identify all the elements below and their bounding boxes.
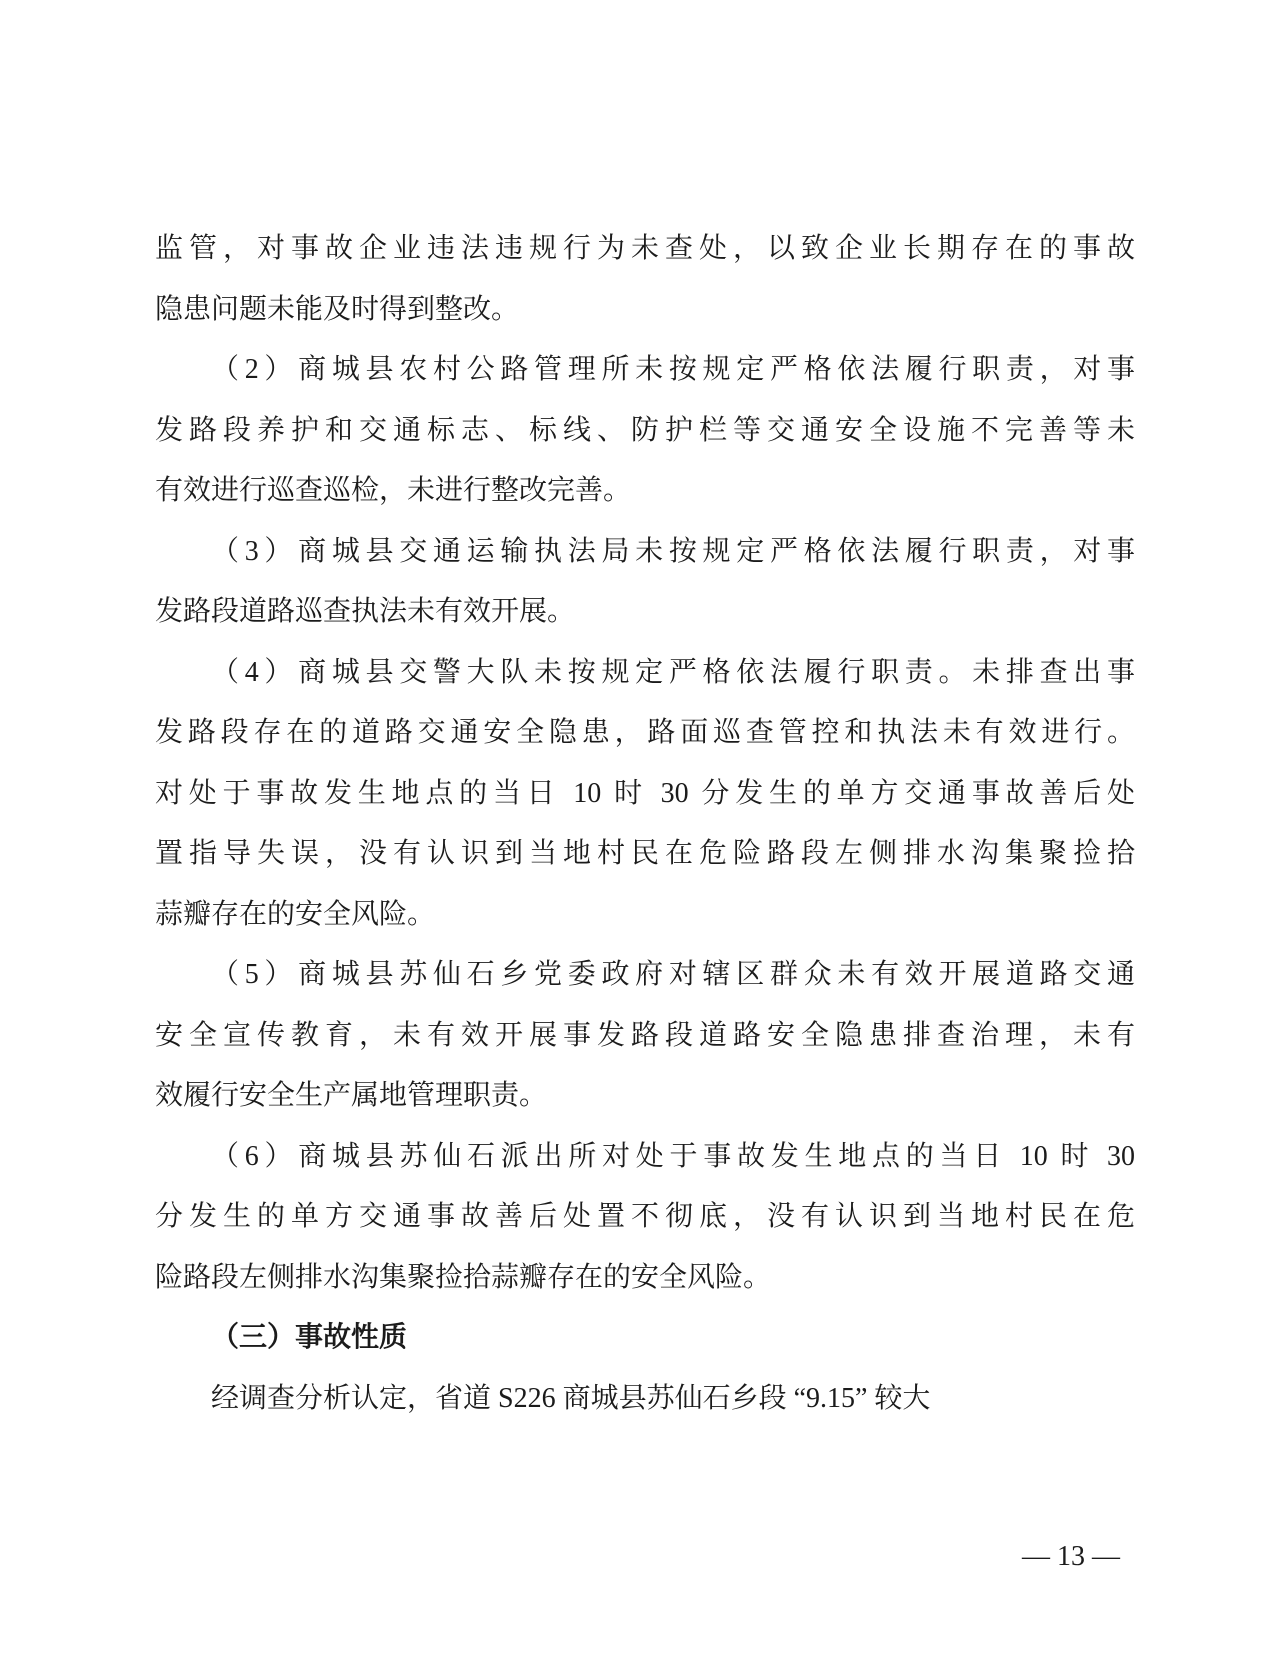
paragraph-conclusion xyxy=(155,1369,1135,1430)
text-line: 发路段道路巡查执法未有效开展。 xyxy=(155,596,576,627)
text-block xyxy=(155,219,1135,1429)
text-line: 置指导失误，没有认识到当地村民在危险路段左侧排水沟集聚捡拾 xyxy=(155,838,1135,869)
heading-text: （三）事故性质 xyxy=(211,1322,408,1353)
text-line: 对处于事故发生地点的当日 10 时 30 分发生的单方交通事故善后处 xyxy=(155,777,1135,809)
page-number: — 13 — xyxy=(1022,1541,1120,1572)
text-line: 隐患问题未能及时得到整改。 xyxy=(155,293,520,325)
text-line: （5）商城县苏仙石乡党委政府对辖区群众未有效开展道路交通 xyxy=(211,959,1135,990)
text-line: 蒜瓣存在的安全风险。 xyxy=(155,898,436,930)
text-line: 发路段养护和交通标志、标线、防护栏等交通安全设施不完善等未 xyxy=(155,414,1135,446)
text-line: 险路段左侧排水沟集聚捡拾蒜瓣存在的安全风险。 xyxy=(155,1261,772,1293)
section-heading xyxy=(155,1308,1135,1369)
text-line: 监管，对事故企业违法违规行为未查处，以致企业长期存在的事故 xyxy=(155,233,1135,264)
paragraph-finding-5 xyxy=(155,945,1135,1127)
paragraph-finding-6 xyxy=(155,1127,1135,1309)
paragraph-finding-4 xyxy=(155,643,1135,946)
text-line: （4）商城县交警大队未按规定严格依法履行职责。未排查出事 xyxy=(211,656,1135,688)
paragraph-continuation xyxy=(155,219,1135,340)
text-line: 安全宣传教育，未有效开展事发路段道路安全隐患排查治理，未有 xyxy=(155,1019,1135,1051)
text-line: 发路段存在的道路交通安全隐患，路面巡查管控和执法未有效进行。 xyxy=(155,717,1135,748)
text-line: （2）商城县农村公路管理所未按规定严格依法履行职责，对事 xyxy=(211,354,1135,385)
text-line: 分发生的单方交通事故善后处置不彻底，没有认识到当地村民在危 xyxy=(155,1201,1135,1232)
text-line: 效履行安全生产属地管理职责。 xyxy=(155,1080,548,1111)
text-line: （6）商城县苏仙石派出所对处于事故发生地点的当日 10 时 30 xyxy=(211,1140,1135,1172)
text-line: 有效进行巡查巡检，未进行整改完善。 xyxy=(155,475,632,506)
paragraph-finding-2 xyxy=(155,340,1135,522)
text-line: 经调查分析认定，省道 S226 商城县苏仙石乡段 “9.15” 较大 xyxy=(211,1382,931,1414)
paragraph-finding-3 xyxy=(155,522,1135,643)
text-line: （3）商城县交通运输执法局未按规定严格依法履行职责，对事 xyxy=(211,535,1135,567)
